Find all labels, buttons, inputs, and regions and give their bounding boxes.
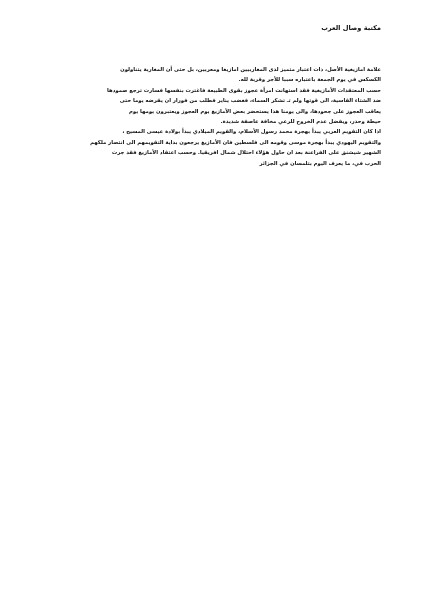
text-line: ضد الشتاء القاسية، الى قوتها ولم تـ تشكر السماء، فغضب يناير فطلب من فورار ان يقرضه يوما حتى bbox=[119, 98, 381, 105]
text-line: يعاقب العجوز على جحودها، والى يومنا هذا يستحضر بعض الأمازيغ يوم العجوز ويعتبرون يومها يوم bbox=[129, 108, 381, 115]
document-title: مكتبة وصال العرب bbox=[321, 24, 381, 32]
text-line: حسب المعتقدات الأمازيغية فقد استهانت امرأة عجوز بقوى الطبيعة فاغترت بنفسها فسارت ترجع صمودها bbox=[107, 87, 381, 94]
paragraph-calendar bbox=[42, 127, 381, 169]
paragraph-couscous bbox=[42, 65, 381, 86]
text-line: الحرب في، ما يعرف اليوم بتلمسان في الجزائر bbox=[259, 160, 381, 167]
text-line: والتقويم اليهودي يبدأ بهجرة موسى وقومه الى فلسطين فان الأمازيغ يرجعون بداية التقويمهم الى انتصار ملكهم bbox=[90, 139, 381, 146]
text-line: علامة امازيغية الأصل، ذات اعتبار متميز لدى المغاربيين امازيغا ومعربين، بل حتى أن المغاربة يتناولون bbox=[120, 67, 381, 73]
text-line: الكسكس في يوم الجمعة باعتباره سببا للأجر وقربة لله. bbox=[238, 77, 381, 84]
text-line: حيطة وحذر، ويفضل عدم الخروج للرعي مخافة عاصفة شديدة. bbox=[220, 118, 381, 125]
paragraph-old-woman bbox=[42, 86, 381, 128]
text-line: الشهير شيشنق على الفراعنة بعد ان حاول هؤلاء احتلال شمال افريقيا. وحسب اعتقاد الأمازيغ فقد جرت bbox=[111, 150, 381, 157]
document-body bbox=[42, 65, 381, 169]
text-line: اذا كان التقويم العربي يبدأ بهجرة محمد رسول الأسلام، والقويم الميلادي يبدأ بولادة عيسى المسيح ، bbox=[122, 129, 381, 136]
